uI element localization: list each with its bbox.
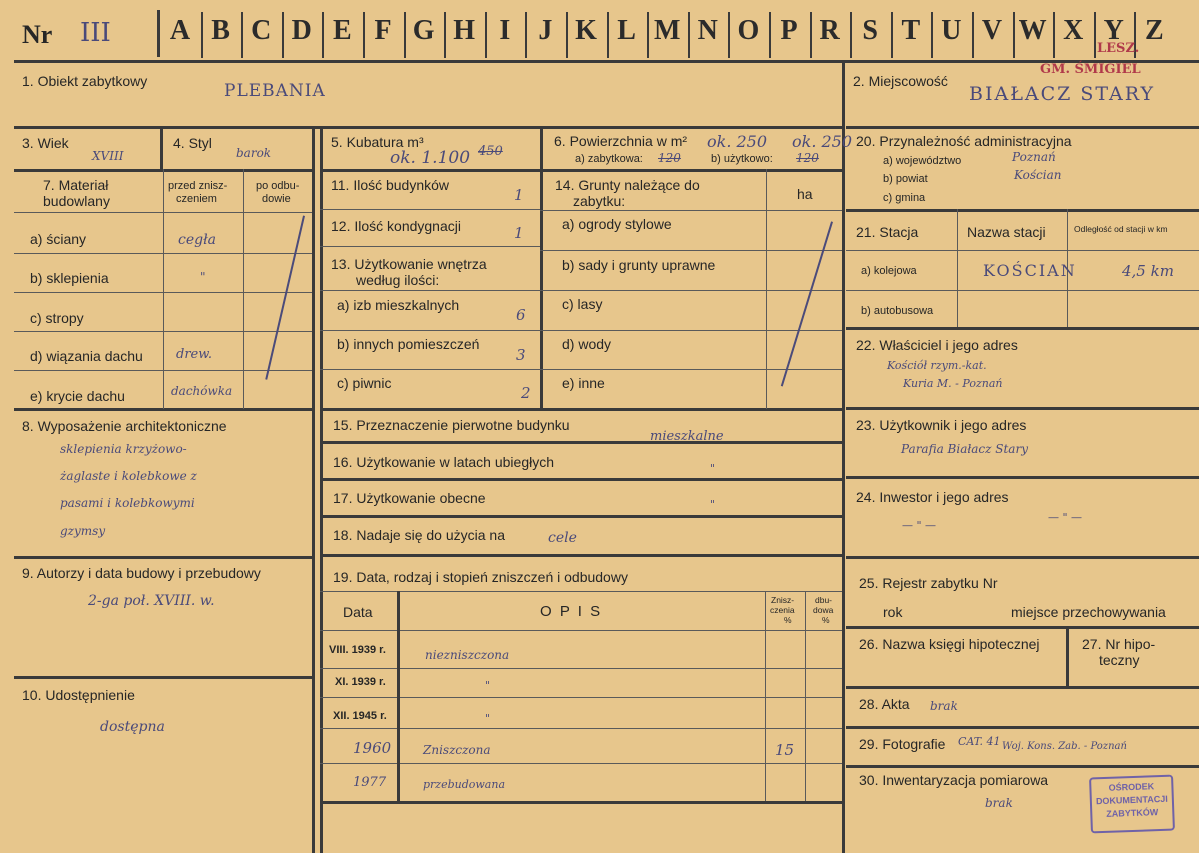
f23-label: 23. Użytkownik i jego adres [856, 417, 1027, 433]
letter-m: M [653, 15, 681, 46]
letter-u: U [941, 15, 962, 46]
f29-l1: CAT. 41 [958, 735, 1001, 748]
f19-row-date: 1960 [353, 739, 392, 757]
rule [765, 591, 766, 801]
rule [846, 327, 1199, 330]
rule [846, 290, 1199, 291]
f14-row: c) lasy [562, 296, 603, 312]
letter-divider [241, 12, 243, 58]
f7-row-label: e) krycie dachu [30, 388, 125, 404]
f21-distance: 4,5 km [1122, 262, 1174, 280]
f14-row: b) sady i grunty uprawne [562, 257, 716, 273]
f20-label: 20. Przynależność administracyjna [856, 133, 1072, 149]
f19-row-z: 15 [775, 741, 795, 759]
f19-col-o2: dowa [813, 605, 834, 615]
f19-col-z1: Znisz- [771, 595, 795, 605]
f18-label: 18. Nadaje się do użycia na [333, 527, 505, 543]
f14-label1: 14. Grunty należące do [555, 177, 700, 193]
rule [540, 290, 842, 291]
letter-divider [607, 12, 609, 58]
f19-row-date: XI. 1939 r. [335, 676, 386, 688]
f7-row-val: cegła [178, 232, 216, 248]
f7-label2: budowlany [43, 193, 110, 209]
f20-b-label: b) powiat [883, 173, 928, 185]
f15-value: mieszkalne [650, 429, 724, 444]
f24-v1: — " — [902, 519, 937, 532]
letter-o: O [737, 15, 760, 46]
letter-divider [282, 12, 284, 58]
f19-row-opis: niezniszczona [425, 648, 510, 662]
f16-label: 16. Użytkowanie w latach ubiegłych [333, 454, 555, 470]
f22-l1: Kościół rzym.-kat. [887, 359, 987, 372]
f19-row-opis: " [485, 712, 491, 725]
f8-line: żaglaste i kolebkowe z [60, 469, 197, 483]
f5-value: ok. 1.100 [390, 148, 471, 168]
f25-label: 25. Rejestr zabytku Nr [859, 575, 998, 591]
rule [320, 801, 842, 804]
f14-unit: ha [797, 186, 813, 202]
letter-divider [1013, 12, 1015, 58]
f4-value: barok [236, 146, 272, 160]
letter-k: K [575, 15, 597, 46]
f4-label: 4. Styl [173, 135, 212, 151]
f8-line: gzymsy [60, 524, 106, 538]
stamp-line: DOKUMENTACJI [1095, 793, 1168, 807]
letter-divider [444, 12, 446, 58]
f6-value2: ok. 250 [792, 132, 853, 151]
f7-col1b: czeniem [176, 193, 217, 205]
f19-row-date: VIII. 1939 r. [329, 644, 386, 656]
f26-label: 26. Nazwa księgi hipotecznej [859, 636, 1040, 652]
f16-value: " [710, 462, 716, 475]
f22-label: 22. Właściciel i jego adres [856, 337, 1018, 353]
f28-value: brak [930, 699, 958, 713]
f24-v2: — " — [1048, 511, 1083, 524]
letter-divider [363, 12, 365, 58]
f5-label: 5. Kubatura m³ [331, 134, 424, 150]
f13-row-label: b) innych pomieszczeń [337, 336, 480, 352]
f13-label2: według ilości: [356, 272, 440, 288]
rule [846, 407, 1199, 410]
f29-label: 29. Fotografie [859, 736, 946, 752]
f27-label2: teczny [1099, 652, 1140, 668]
rule [320, 554, 842, 557]
f20-b-val: Kościan [1014, 168, 1062, 182]
f7-row-val: drew. [176, 347, 212, 362]
f23-value: Parafia Białacz Stary [901, 442, 1028, 456]
rule [846, 476, 1199, 479]
f7-row-val: " [200, 270, 206, 284]
f17-value: " [710, 498, 716, 511]
f2-value: BIAŁACZ STARY [969, 83, 1156, 105]
rule [320, 478, 842, 481]
letter-divider [566, 12, 568, 58]
rule [320, 369, 540, 370]
f19-row-opis: " [485, 679, 491, 692]
f22-l2: Kuria M. - Poznań [903, 377, 1003, 390]
f19-col-date: Data [343, 604, 373, 620]
f14-cancel-stroke [781, 221, 833, 386]
f2-label: 2. Miejscowość [853, 73, 948, 89]
f6-sub2: b) użytkowo: [711, 153, 773, 165]
f30-value: brak [985, 796, 1013, 810]
f13-row-val: 2 [521, 384, 531, 402]
rule [805, 591, 806, 801]
f29-l2: Woj. Kons. Zab. - Poznań [1002, 741, 1127, 752]
letter-a: A [169, 15, 191, 46]
stamp-line: ZABYTKÓW [1106, 807, 1159, 819]
rule [846, 250, 1199, 251]
f14-label2: zabytku: [573, 193, 626, 209]
f20-a-val: Poznań [1012, 150, 1056, 164]
f6-label: 6. Powierzchnia w m² [554, 133, 688, 149]
rule [846, 765, 1199, 768]
f10-value: dostępna [100, 719, 165, 735]
f10-label: 10. Udostępnienie [22, 687, 135, 703]
rule [846, 126, 1199, 129]
f11-value: 1 [514, 186, 524, 204]
rule [14, 253, 312, 254]
f17-label: 17. Użytkowanie obecne [333, 490, 486, 506]
f20-a-label: a) województwo [883, 155, 962, 167]
letter-divider [931, 12, 933, 58]
letter-divider [485, 12, 487, 58]
letter-z: Z [1145, 15, 1164, 46]
letter-v: V [981, 15, 1003, 46]
rule [14, 212, 312, 213]
f14-row: e) inne [562, 375, 605, 391]
f21-label: 21. Stacja [856, 224, 919, 240]
letter-divider [322, 12, 324, 58]
f14-row: a) ogrody stylowe [562, 216, 672, 232]
f2-annot2: GM. ŚMIGIEL [1040, 62, 1141, 77]
letter-i: I [499, 15, 511, 46]
rule [846, 726, 1199, 729]
rule [766, 169, 767, 409]
letter-l: L [617, 15, 636, 46]
rule [160, 126, 163, 169]
letter-e: E [333, 15, 352, 46]
f19-col-o1: dbu- [815, 595, 833, 605]
rule [320, 126, 323, 853]
f2-annot1: LESZ. [1097, 41, 1140, 56]
f9-value: 2-ga poł. XVIII. w. [88, 593, 215, 609]
f1-value: PLEBANIA [224, 81, 326, 101]
rule [320, 246, 540, 247]
f7-col1a: przed znisz- [168, 180, 228, 192]
letter-divider [1094, 12, 1096, 58]
rule [320, 330, 540, 331]
letter-d: D [291, 15, 312, 46]
letter-b: B [211, 15, 230, 46]
f13-row-label: a) izb mieszkalnych [337, 297, 460, 313]
f21-col2: Nazwa stacji [967, 224, 1046, 240]
header-bottom-line [14, 60, 1199, 63]
rule [320, 290, 540, 291]
f7-row-val: dachówka [171, 384, 233, 398]
f13-label1: 13. Użytkowanie wnętrza [331, 256, 487, 272]
f7-col2a: po odbu- [256, 180, 300, 192]
stamp-line: OŚRODEK [1108, 781, 1155, 793]
letter-p: P [780, 15, 798, 46]
f19-col-opis: O P I S [540, 603, 603, 620]
rule [14, 126, 842, 129]
f19-row-date: XII. 1945 r. [333, 710, 387, 722]
f7-row-label: b) sklepienia [30, 270, 109, 286]
f14-row: d) wody [562, 336, 612, 352]
letter-f: F [374, 15, 392, 46]
f6-strike2: 120 [796, 151, 819, 165]
f7-cancel-stroke [265, 216, 305, 380]
nr-value: III [80, 18, 111, 48]
rule [14, 556, 312, 559]
f21-r2: b) autobusowa [861, 305, 934, 317]
letter-r: R [819, 15, 840, 46]
f7-row-label: d) wiązania dachu [30, 348, 143, 364]
f9-label: 9. Autorzy i data budowy i przebudowy [22, 565, 261, 581]
rule [846, 686, 1199, 689]
f7-row-label: c) stropy [30, 310, 84, 326]
f7-row-label: a) ściany [30, 231, 87, 247]
letter-divider [688, 12, 690, 58]
f12-value: 1 [514, 224, 524, 242]
rule [312, 126, 315, 853]
rule [320, 209, 540, 210]
rule [14, 676, 312, 679]
f15-label: 15. Przeznaczenie pierwotne budynku [333, 417, 570, 433]
f24-label: 24. Inwestor i jego adres [856, 489, 1009, 505]
letter-w: W [1018, 15, 1047, 46]
header-divider [157, 10, 160, 57]
f6-strike1: 120 [658, 151, 681, 165]
f7-label1: 7. Materiał [43, 177, 109, 193]
f19-row-opis: przebudowana [423, 778, 506, 791]
letter-j: J [538, 15, 553, 46]
rule [14, 331, 312, 332]
rule [320, 169, 842, 172]
f12-label: 12. Ilość kondygnacji [331, 218, 461, 234]
letter-x: X [1063, 15, 1084, 46]
rule [846, 209, 1199, 212]
rule [540, 369, 842, 370]
f7-col2b: dowie [262, 193, 291, 205]
letter-s: S [862, 15, 878, 46]
f19-col-z3: % [784, 615, 792, 625]
letter-g: G [412, 15, 435, 46]
rule [540, 126, 543, 410]
rule [846, 626, 1199, 629]
f13-row-val: 3 [516, 346, 526, 364]
f21-col3: Odległość od stacji w km [1074, 224, 1168, 234]
letter-divider [525, 12, 527, 58]
f19-label: 19. Data, rodzaj i stopień zniszczeń i odbudowy [333, 569, 628, 585]
f25-miejsce: miejsce przechowywania [1011, 604, 1166, 620]
rule [397, 591, 400, 801]
f19-row-opis: Zniszczona [423, 743, 491, 757]
rule [1066, 626, 1069, 686]
f11-label: 11. Ilość budynków [331, 177, 450, 193]
f3-value: XVIII [92, 149, 124, 163]
f27-label1: 27. Nr hipo- [1082, 636, 1156, 652]
rule [320, 515, 842, 518]
letter-t: T [901, 15, 921, 46]
f6-value1: ok. 250 [707, 132, 768, 151]
rule [14, 292, 312, 293]
letter-divider [1053, 12, 1055, 58]
f18-value: cele [548, 530, 577, 546]
f8-label: 8. Wyposażenie architektoniczne [22, 418, 227, 434]
letter-divider [728, 12, 730, 58]
f1-label: 1. Obiekt zabytkowy [22, 73, 148, 89]
nr-label: Nr [22, 20, 53, 49]
letter-divider [647, 12, 649, 58]
rule [320, 441, 842, 444]
letter-divider [201, 12, 203, 58]
letter-divider [769, 12, 771, 58]
letter-divider [891, 12, 893, 58]
f19-col-o3: % [822, 615, 830, 625]
letter-divider [850, 12, 852, 58]
rule [540, 250, 842, 251]
rule [842, 60, 845, 853]
rule [320, 408, 842, 411]
f25-rok: rok [883, 604, 903, 620]
rule [957, 209, 958, 327]
letter-y: Y [1103, 15, 1124, 46]
f5-strike: 450 [478, 144, 503, 159]
f6-sub1: a) zabytkowa: [575, 153, 643, 165]
archive-stamp [1089, 775, 1175, 834]
letter-divider [404, 12, 406, 58]
f20-c-label: c) gmina [883, 192, 926, 204]
letter-n: N [697, 15, 718, 46]
f8-line: sklepienia krzyżowo- [60, 442, 187, 456]
f21-r1: a) kolejowa [861, 265, 917, 277]
f13-row-label: c) piwnic [337, 375, 392, 391]
f28-label: 28. Akta [859, 696, 910, 712]
rule [540, 210, 842, 211]
f21-station: KOŚCIAN [983, 261, 1077, 280]
letter-c: C [251, 15, 272, 46]
letter-divider [972, 12, 974, 58]
f30-label: 30. Inwentaryzacja pomiarowa [859, 772, 1049, 788]
rule [243, 169, 244, 409]
f19-col-z2: czenia [770, 605, 795, 615]
f8-line: pasami i kolebkowymi [60, 496, 195, 510]
f13-row-val: 6 [516, 306, 526, 324]
letter-h: H [453, 15, 476, 46]
f3-label: 3. Wiek [22, 135, 69, 151]
letter-divider [810, 12, 812, 58]
rule [163, 169, 164, 409]
rule [846, 556, 1199, 559]
f19-row-date: 1977 [353, 775, 387, 790]
